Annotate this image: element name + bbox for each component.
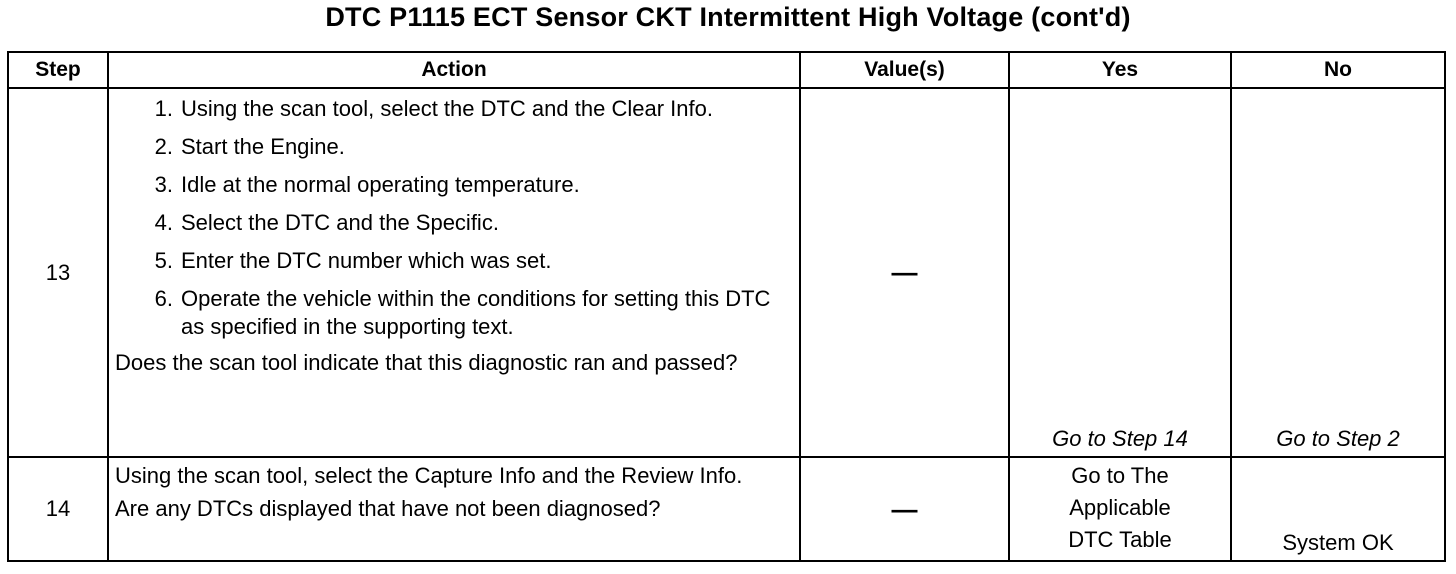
yes-line: Applicable <box>1069 495 1171 520</box>
list-item <box>115 247 795 275</box>
list-item-text: Operate the vehicle within the conditions for setting this DTC as specified in the supporting text. <box>181 286 771 339</box>
list-item-text: Enter the DTC number which was set. <box>181 248 552 273</box>
list-item <box>115 285 795 341</box>
list-item-number: 3. <box>154 172 173 197</box>
action-text: Using the scan tool, select the Capture Info and the Review Info. <box>115 463 743 488</box>
action-cell <box>108 457 800 561</box>
list-item-number: 2. <box>154 134 173 159</box>
values-cell: — <box>800 457 1009 561</box>
list-item-number: 1. <box>154 96 173 121</box>
no-cell: System OK <box>1231 457 1445 561</box>
list-item-number: 6. <box>154 286 173 311</box>
action-question: Are any DTCs displayed that have not been diagnosed? <box>115 496 661 521</box>
list-item-text: Using the scan tool, select the DTC and the Clear Info. <box>181 96 713 121</box>
step-number: 13 <box>8 88 108 457</box>
goto-step-14-link[interactable]: Go to Step 14 <box>1052 426 1188 451</box>
list-item-text: Select the DTC and the Specific. <box>181 210 499 235</box>
header-no: No <box>1231 52 1445 88</box>
list-item <box>115 171 795 199</box>
table-header-row <box>8 52 1445 88</box>
list-item <box>115 209 795 237</box>
table-row-step-13 <box>8 88 1445 457</box>
header-values: Value(s) <box>800 52 1009 88</box>
yes-line: DTC Table <box>1068 527 1172 552</box>
list-item-number: 4. <box>154 210 173 235</box>
list-item-text: Idle at the normal operating temperature. <box>181 172 580 197</box>
action-question: Does the scan tool indicate that this diagnostic ran and passed? <box>115 350 738 375</box>
yes-cell <box>1009 457 1231 561</box>
values-cell: — <box>800 88 1009 457</box>
no-cell <box>1231 88 1445 457</box>
action-cell <box>108 88 800 457</box>
header-step: Step <box>8 52 108 88</box>
action-list <box>115 95 795 341</box>
diagnostic-table <box>7 51 1446 562</box>
yes-line: Go to The <box>1071 463 1169 488</box>
yes-cell <box>1009 88 1231 457</box>
list-item <box>115 95 795 123</box>
list-item-text: Start the Engine. <box>181 134 345 159</box>
list-item <box>115 133 795 161</box>
list-item-number: 5. <box>154 248 173 273</box>
step-number: 14 <box>8 457 108 561</box>
header-action: Action <box>108 52 800 88</box>
header-yes: Yes <box>1009 52 1231 88</box>
table-row-step-14 <box>8 457 1445 561</box>
page-title: DTC P1115 ECT Sensor CKT Intermittent High Voltage (cont'd) <box>325 2 1131 32</box>
goto-step-2-link[interactable]: Go to Step 2 <box>1276 426 1400 451</box>
